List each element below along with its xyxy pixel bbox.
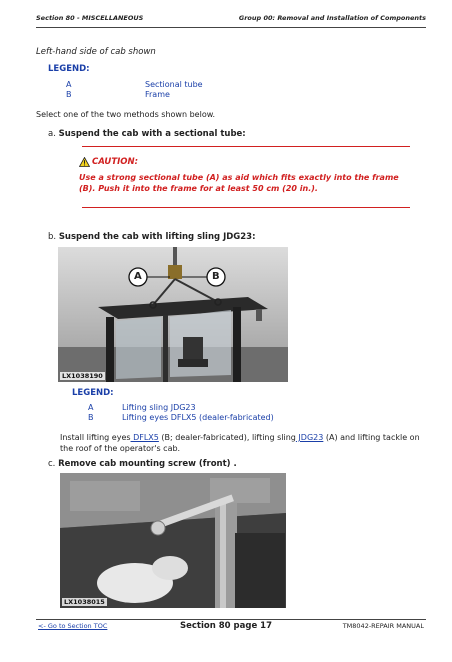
caution-text: Use a strong sectional tube (A) as aid which fits exactly into the frame (B). Push it into the frame for at least 50 cm (20 in.). xyxy=(79,173,399,193)
legend-key-b: B xyxy=(66,90,72,99)
legend-key-a: A xyxy=(66,80,72,89)
caution-bottom-rule xyxy=(82,207,410,208)
step-a-prefix: a. xyxy=(48,129,56,139)
legend2-title: LEGEND: xyxy=(72,388,114,398)
step-c-prefix: c. xyxy=(48,459,56,469)
install-text-part1: Install lifting eyes xyxy=(60,433,131,442)
header-rule xyxy=(36,27,426,28)
header-group: Group 00: Removal and Installation of Components xyxy=(238,14,426,22)
caution-box xyxy=(79,157,415,194)
install-text-part2: (B; dealer-fabricated), lifting sling xyxy=(158,433,296,442)
warning-triangle-icon xyxy=(79,157,90,167)
callout-a-label: A xyxy=(134,271,142,282)
legend2-value-a: Lifting sling JDG23 xyxy=(122,403,196,412)
step-c xyxy=(48,459,237,469)
intro-caption: Left-hand side of cab shown xyxy=(36,47,156,57)
photo2-label: LX1038015 xyxy=(64,598,105,606)
legend-value-a: Sectional tube xyxy=(145,80,203,89)
caution-heading xyxy=(79,157,415,167)
jdg23-link[interactable]: JDG23 xyxy=(295,433,324,442)
photo1-label: LX1038190 xyxy=(62,372,103,380)
step-a-text: Suspend the cab with a sectional tube: xyxy=(58,129,246,139)
legend2-key-a: A xyxy=(88,403,94,412)
header-section: Section 80 - MISCELLANEOUS xyxy=(36,14,144,22)
install-text-part3: (A) and lifting tackle on the roof of the operator's cab. xyxy=(60,433,420,453)
dflx5-link[interactable]: DFLX5 xyxy=(130,433,159,442)
caution-title: CAUTION: xyxy=(92,157,139,167)
install-instructions xyxy=(60,432,420,454)
page-number: Section 80 page 17 xyxy=(180,621,272,631)
legend2-value-b: Lifting eyes DFLX5 (dealer-fabricated) xyxy=(122,413,274,422)
legend-title: LEGEND: xyxy=(48,64,90,74)
mounting-screw-photo-illustration xyxy=(60,473,286,608)
step-a xyxy=(48,129,246,139)
step-b-prefix: b. xyxy=(48,232,57,242)
step-b xyxy=(48,232,256,242)
legend2-key-b: B xyxy=(88,413,94,422)
photo-cab-lifting-sling xyxy=(58,247,288,382)
caution-top-rule xyxy=(82,146,410,147)
callout-b-label: B xyxy=(212,271,220,282)
select-method-text: Select one of the two methods shown below. xyxy=(36,110,216,119)
cab-lifting-photo-illustration xyxy=(58,247,288,382)
manual-id: TM8042-REPAIR MANUAL xyxy=(342,622,424,630)
step-c-text: Remove cab mounting screw (front) . xyxy=(58,459,237,469)
legend-value-b: Frame xyxy=(145,90,170,99)
go-to-section-toc-link[interactable]: <- Go to Section TOC xyxy=(38,622,108,630)
step-b-text: Suspend the cab with lifting sling JDG23: xyxy=(58,232,256,242)
footer-rule xyxy=(36,619,426,620)
photo-cab-mounting-screw xyxy=(60,473,286,608)
